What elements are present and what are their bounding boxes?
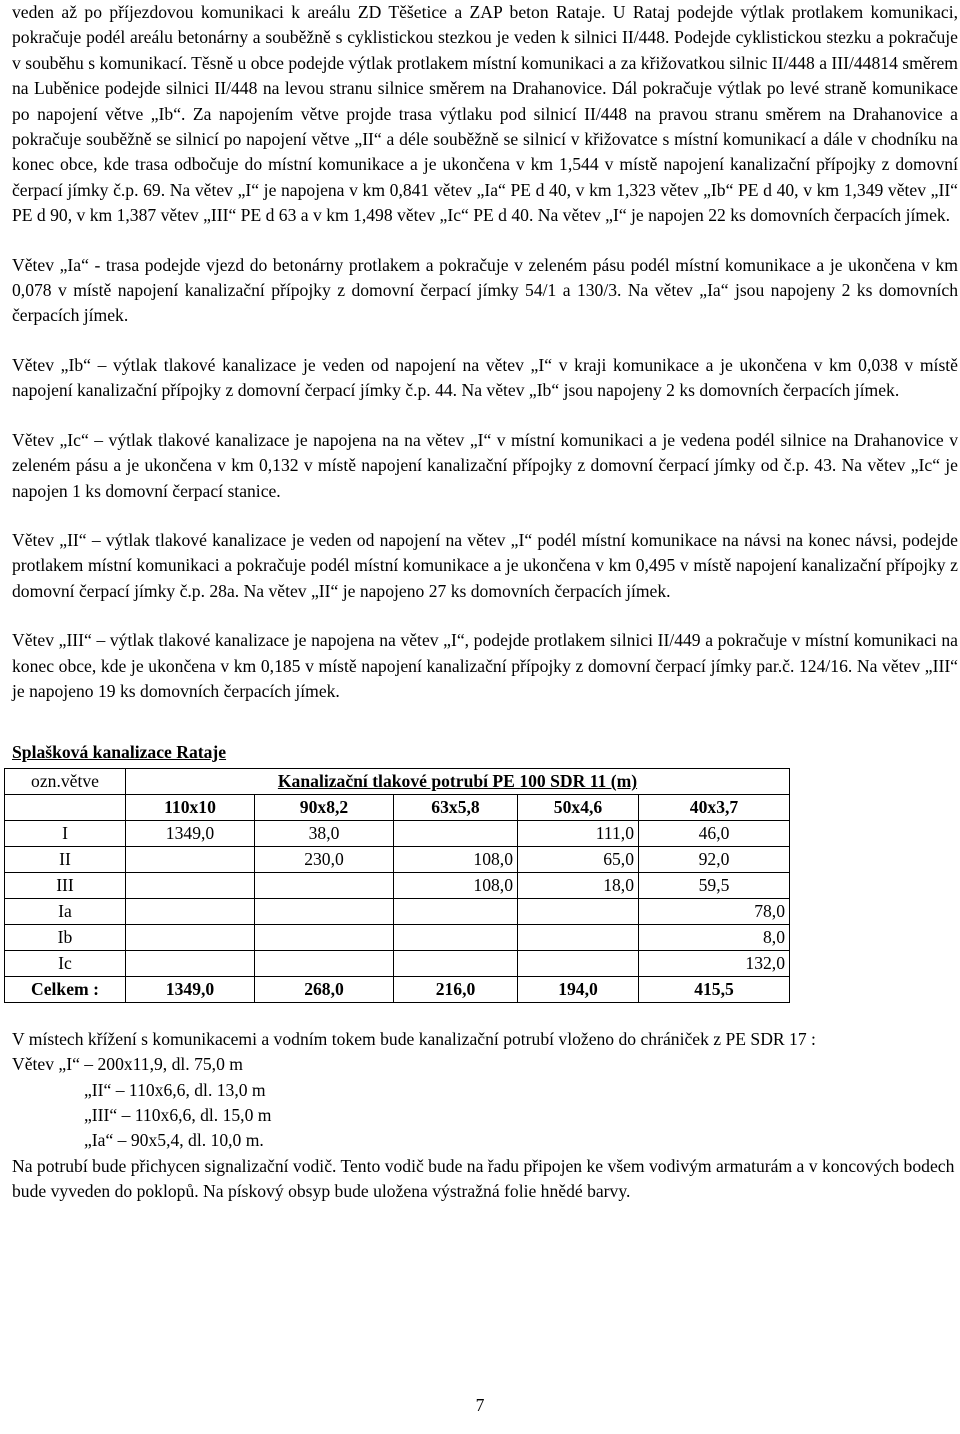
table-cell: 18,0 <box>518 872 639 898</box>
table-cell: 92,0 <box>639 846 790 872</box>
column-group-header: Kanalizační tlakové potrubí PE 100 SDR 11 (m) <box>126 768 790 794</box>
dim-header: 63x5,8 <box>394 794 518 820</box>
table-cell: 8,0 <box>639 924 790 950</box>
crossing-item: „Ia“ – 90x5,4, dl. 10,0 m. <box>84 1130 264 1151</box>
row-label: III <box>5 872 126 898</box>
paragraph-branch-ic: Větev „Ic“ – výtlak tlakové kanalizace je napojena na na větev „I“ v místní komunikaci a je vedena podél silnice na Drahanovice v zeleném pásu a je ukončena v km 0,132 v místě napojení kanalizační přípojky z domovní čerpací jímky od č.p. 43. Na větev „Ic“ je napojen 1 ks domovní čerpací stanice. <box>12 429 958 501</box>
dim-header: 110x10 <box>126 794 255 820</box>
total-cell: 415,5 <box>639 976 790 1002</box>
table-row <box>5 846 790 872</box>
pipe-length-table <box>4 768 790 1003</box>
table-cell: 132,0 <box>639 950 790 976</box>
table-cell <box>126 872 255 898</box>
table-cell <box>394 820 518 846</box>
total-cell: 194,0 <box>518 976 639 1002</box>
table-cell <box>255 898 394 924</box>
table-cell <box>394 924 518 950</box>
table-cell <box>126 898 255 924</box>
table-cell: 46,0 <box>639 820 790 846</box>
crossing-list <box>12 1052 958 1154</box>
table-cell <box>518 898 639 924</box>
table-row <box>5 898 790 924</box>
table-cell: 108,0 <box>394 872 518 898</box>
paragraph-branch-ii: Větev „II“ – výtlak tlakové kanalizace je veden od napojení na větev „I“ podél místní komunikace na návsi na konec návsi, podejde protlakem místní komunikaci a pokračuje podél místní komunikace a je ukončena v km 0,495 v místě napojení kanalizační přípojky z domovní čerpací jímky č.p. 28a. Na větev „II“ je napojeno 27 ks domovních čerpacích jímek. <box>12 529 958 601</box>
table-cell: 78,0 <box>639 898 790 924</box>
paragraph-branch-ib: Větev „Ib“ – výtlak tlakové kanalizace je veden od napojení na větev „I“ v kraji komunikace a je ukončena v km 0,038 v místě napojení kanalizační přípojky z domovní čerpací jímky č.p. 44. Na větev „Ib“ jsou napojeny 2 ks domovních čerpacích jímek. <box>12 354 958 401</box>
crossing-item: Větev „I“ – 200x11,9, dl. 75,0 m <box>12 1054 243 1075</box>
table-cell <box>126 846 255 872</box>
table-cell <box>394 898 518 924</box>
table-cell <box>126 950 255 976</box>
table-cell: 108,0 <box>394 846 518 872</box>
table-cell: 65,0 <box>518 846 639 872</box>
table-row <box>5 924 790 950</box>
table-cell: 1349,0 <box>126 820 255 846</box>
column-header-branch: ozn.větve <box>5 768 126 794</box>
paragraph-branch-iii: Větev „III“ – výtlak tlakové kanalizace je napojena na větev „I“, podejde protlakem silnici II/449 a pokračuje v místní komunikaci na konec obce, kde je ukončena v km 0,185 v místě napojení kanalizační přípojky z domovní čerpací jímky par.č. 124/16. Na větev „III“ je napojeno 19 ks domovních čerpacích jímek. <box>12 630 958 701</box>
table-total-row <box>5 976 790 1002</box>
row-label: II <box>5 846 126 872</box>
table-cell: 38,0 <box>255 820 394 846</box>
table-cell <box>518 950 639 976</box>
paragraph-branch-ia: Větev „Ia“ - trasa podejde vjezd do betonárny protlakem a pokračuje v zeleném pásu podél místní komunikace a je ukončena v km 0,078 v místě napojení kanalizační přípojky z domovní čerpací jímky 54/1 a 130/3. Na větev „Ia“ jsou napojeny 2 ks domovních čerpacích jímek. <box>12 254 958 326</box>
table-row <box>5 872 790 898</box>
crossing-intro: V místech křížení s komunikacemi a vodním tokem bude kanalizační potrubí vloženo do chrániček z PE SDR 17 : <box>12 1028 816 1049</box>
table-cell <box>255 950 394 976</box>
table-cell <box>255 872 394 898</box>
total-cell: 268,0 <box>255 976 394 1002</box>
page-number: 7 <box>475 1395 485 1415</box>
table-title: Splašková kanalizace Rataje <box>12 742 227 763</box>
row-label: Ic <box>5 950 126 976</box>
table-cell <box>394 950 518 976</box>
table-cell <box>255 924 394 950</box>
row-label: I <box>5 820 126 846</box>
table-cell: 59,5 <box>639 872 790 898</box>
table-header-row <box>5 768 790 794</box>
intro-paragraph: veden až po příjezdovou komunikaci k areálu ZD Těšetice a ZAP beton Rataje. U Rataj podejde výtlak protlakem komunikaci, pokračuje podél areálu betonárny a souběžně s cyklistickou stezkou je veden k silnici II/448. Podejde cyklistickou stezku a pokračuje v souběhu s komunikací. Těsně u obce podejde výtlak protlakem místní komunikaci a za křižovatkou silnic II/448 a III/44814 směrem na Luběnice podejde silnici II/448 na levou stranu silnice směrem na Drahanovice. Dál pokračuje výtlak po levé straně komunikace po napojení větve „Ib“. Za napojením větve projde trasa výtlaku pod silnicí II/448 na pravou stranu směrem na Drahanovice a pokračuje souběžně se silnicí po napojení větve „II“ a déle souběžně se silnicí v křižovatce s místní komunikací a dále v chodníku na konec obce, kde trasa odbočuje do místní komunikace a je ukončena v km 1,544 v místě napojení kanalizační přípojky z domovní čerpací jímky č.p. 69. Na větev „I“ je napojena v km 0,841 větev „Ia“ PE d 40, v km 1,323 větev „Ib“ PE d 40, v km 1,349 větev „II“ PE d 90, v km 1,387 větev „III“ PE d 63 a v km 1,498 větev „Ic“ PE d 40. Na větev „I“ je napojen 22 ks domovních čerpacích jímek. <box>12 2 958 226</box>
total-cell: 216,0 <box>394 976 518 1002</box>
table-dims-row <box>5 794 790 820</box>
table-row <box>5 820 790 846</box>
dims-empty-cell <box>5 794 126 820</box>
crossing-item: „II“ – 110x6,6, dl. 13,0 m <box>84 1079 266 1100</box>
table-row <box>5 950 790 976</box>
table-cell <box>518 924 639 950</box>
document-page <box>12 0 958 1205</box>
closing-paragraph: Na potrubí bude přichycen signalizační vodič. Tento vodič bude na řadu připojen ke všem vodivým armaturám a v koncových bodech bude vyveden do poklopů. Na pískový obsyp bude uložena výstražná folie hnědé barvy. <box>12 1155 955 1202</box>
dim-header: 40x3,7 <box>639 794 790 820</box>
total-cell: 1349,0 <box>126 976 255 1002</box>
total-label: Celkem : <box>5 976 126 1002</box>
dim-header: 90x8,2 <box>255 794 394 820</box>
table-cell: 230,0 <box>255 846 394 872</box>
table-cell: 111,0 <box>518 820 639 846</box>
crossing-item: „III“ – 110x6,6, dl. 15,0 m <box>84 1104 272 1125</box>
table-cell <box>126 924 255 950</box>
row-label: Ia <box>5 898 126 924</box>
dim-header: 50x4,6 <box>518 794 639 820</box>
row-label: Ib <box>5 924 126 950</box>
